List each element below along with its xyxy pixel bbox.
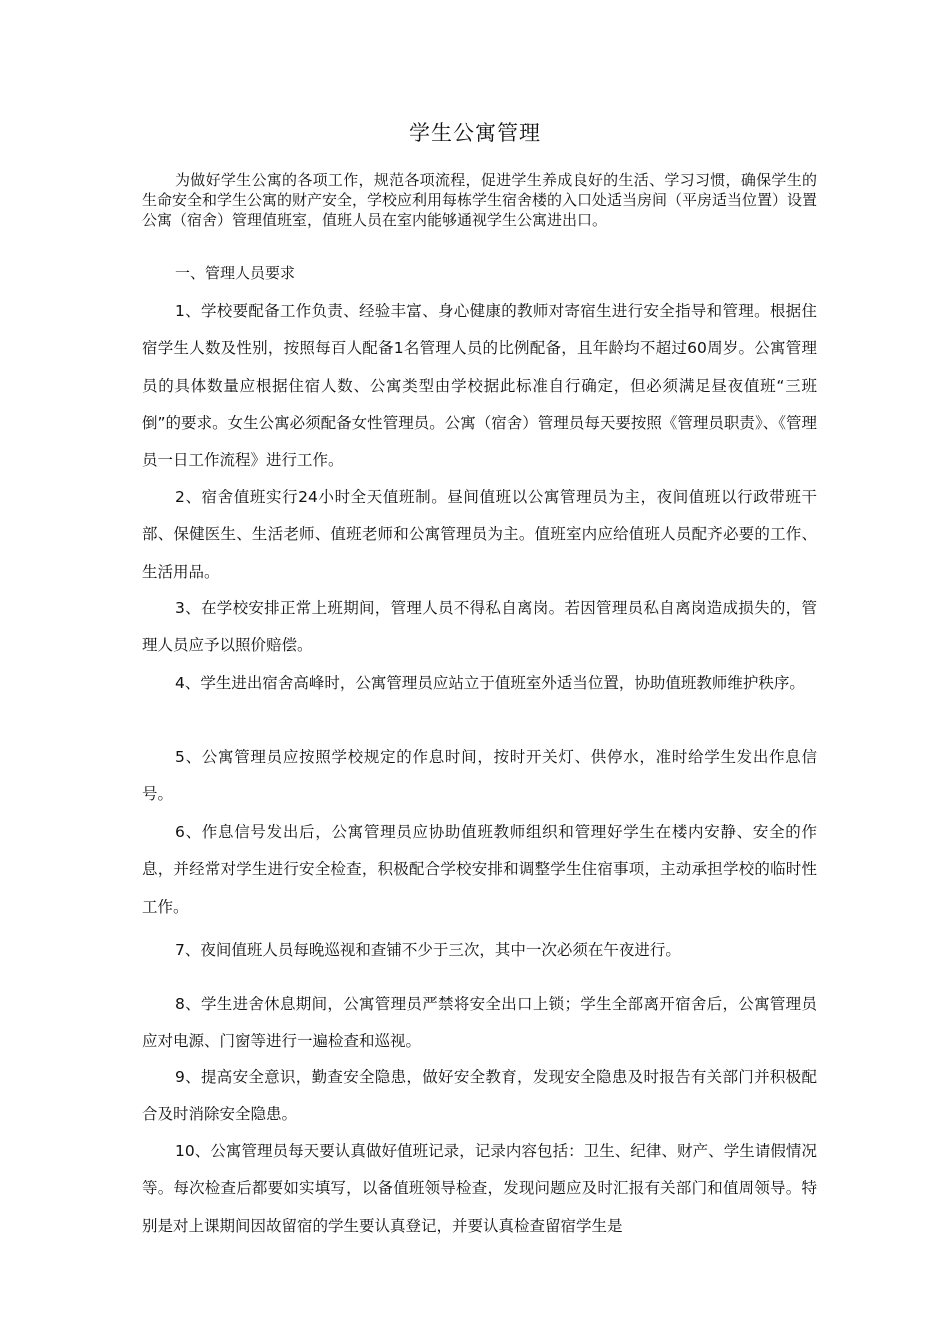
intro-paragraph: 为做好学生公寓的各项工作，规范各项流程，促进学生养成良好的生活、学习习惯，确保学生的生命安全和学生公寓的财产安全，学校应利用每栋学生宿舍楼的入口处适当房间（平房适当位置）设置公寓（宿舍）管理值班室，值班人员在室内能够通视学生公寓进出口。 [142,171,818,229]
paragraph-item-3: 3、在学校安排正常上班期间，管理人员不得私自离岗。若因管理员私自离岗造成损失的，管理人员应予以照价赔偿。 [142,599,817,655]
paragraph-item-4: 4、学生进出宿舍高峰时，公寓管理员应站立于值班室外适当位置，协助值班教师维护秩序。 [175,674,805,692]
paragraph-item-9: 9、提高安全意识，勤查安全隐患，做好安全教育，发现安全隐患及时报告有关部门并积极配合及时消除安全隐患。 [142,1068,817,1124]
paragraph-item-2: 2、宿舍值班实行24小时全天值班制。昼间值班以公寓管理员为主，夜间值班以行政带班干部、保健医生、生活老师、值班老师和公寓管理员为主。值班室内应给值班人员配齐必要的工作、生活用品。 [142,488,817,581]
section-heading: 一、管理人员要求 [175,264,296,282]
paragraph-item-1: 1、学校要配备工作负责、经验丰富、身心健康的教师对寄宿生进行安全指导和管理。根据住宿学生人数及性别，按照每百人配备1名管理人员的比例配备，且年龄均不超过60周岁。公寓管理员的具体数量应根据住宿人数、公寓类型由学校据此标准自行确定，但必须满足昼夜值班“三班倒”的要求。女生公寓必须配备女性管理员。公寓（宿舍）管理员每天要按照《管理员职责》、《管理员一日工作流程》进行工作。 [142,302,817,470]
paragraph-item-10: 10、公寓管理员每天要认真做好值班记录，记录内容包括：卫生、纪律、财产、学生请假情况等。每次检查后都要如实填写，以备值班领导检查，发现问题应及时汇报有关部门和值周领导。特别是对上课期间因故留宿的学生要认真登记，并要认真检查留宿学生是 [142,1142,817,1235]
document-title: 学生公寓管理 [409,121,541,145]
paragraph-item-6: 6、作息信号发出后，公寓管理员应协助值班教师组织和管理好学生在楼内安静、安全的作息，并经常对学生进行安全检查，积极配合学校安排和调整学生住宿事项，主动承担学校的临时性工作。 [142,823,817,916]
paragraph-item-5: 5、公寓管理员应按照学校规定的作息时间，按时开关灯、供停水，准时给学生发出作息信号。 [142,748,817,804]
paragraph-item-7: 7、夜间值班人员每晚巡视和查铺不少于三次，其中一次必须在午夜进行。 [175,941,681,959]
paragraph-item-8: 8、学生进舍休息期间，公寓管理员严禁将安全出口上锁；学生全部离开宿舍后，公寓管理员应对电源、门窗等进行一遍检查和巡视。 [142,995,817,1051]
